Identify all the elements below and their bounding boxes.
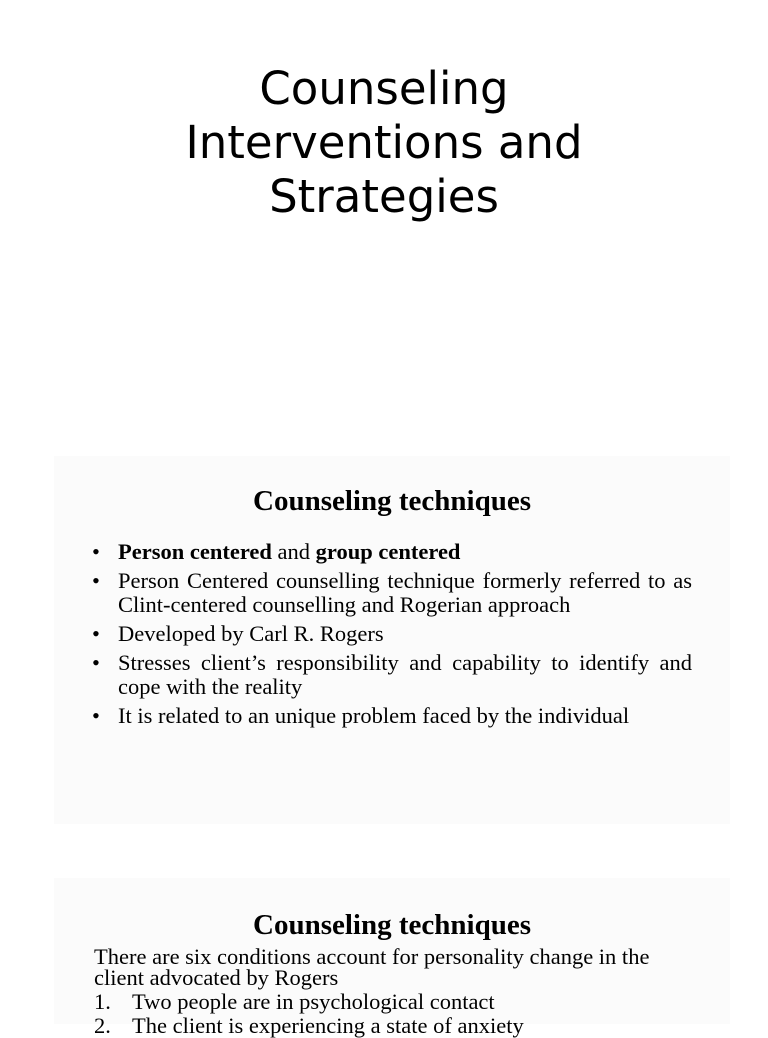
numbered-item	[94, 990, 694, 1014]
bullet-icon: •	[92, 621, 100, 646]
title-slide	[0, 0, 768, 440]
bullet-icon: •	[92, 703, 100, 728]
bullet-icon: •	[92, 650, 100, 675]
numbered-item	[94, 1014, 694, 1038]
slide-counseling-techniques-1	[54, 456, 730, 824]
slide-counseling-techniques-2	[54, 878, 730, 1038]
item-text: Two people are in psychological contact	[132, 989, 495, 1014]
bullet-text: and	[271, 539, 316, 564]
title-line-3: Strategies	[269, 170, 499, 223]
bullet-text: Person Centered counselling technique formerly referred to as Clint-centered counselling and Rogerian approach	[118, 568, 692, 617]
bullet-item	[92, 540, 692, 564]
item-number: 2.	[94, 1013, 111, 1038]
bullet-bold-text: Person centered	[118, 539, 272, 564]
bullet-bold-text: group centered	[315, 539, 461, 564]
title-line-1: Counseling	[259, 62, 509, 115]
title-line-2: Interventions and	[185, 116, 583, 169]
bullet-icon: •	[92, 539, 100, 564]
bullet-text: It is related to an unique problem faced by the individual	[118, 703, 630, 728]
numbered-list	[94, 990, 694, 1038]
item-number: 1.	[94, 989, 111, 1014]
item-text: The client is experiencing a state of anxiety	[132, 1013, 524, 1038]
bullet-icon: •	[92, 568, 100, 593]
presentation-title	[0, 62, 768, 224]
bullet-item	[92, 622, 692, 646]
slide-heading: Counseling techniques	[253, 909, 531, 941]
slide-heading: Counseling techniques	[253, 485, 531, 517]
bullet-list	[92, 540, 692, 733]
bullet-item	[92, 704, 692, 728]
bullet-item	[92, 651, 692, 699]
bullet-text: Stresses client’s responsibility and capability to identify and cope with the reality	[118, 650, 692, 699]
slide-intro-text: There are six conditions account for personality change in the client advocated by Rogers	[94, 944, 650, 990]
bullet-item	[92, 569, 692, 617]
bullet-text: Developed by Carl R. Rogers	[118, 621, 384, 646]
